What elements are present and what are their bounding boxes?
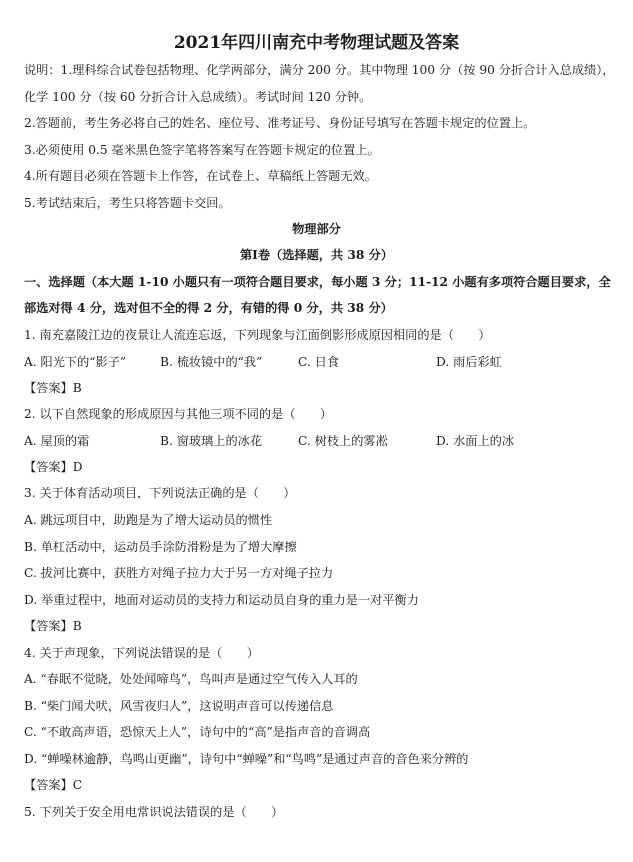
question-stem: 5. 下列关于安全用电常识说法错误的是（ ） (24, 805, 284, 819)
option: B. 窗玻璃上的冰花 (160, 434, 263, 448)
option: B. “柴门闻犬吠，风雪夜归人”，这说明声音可以传递信息 (24, 699, 334, 713)
option: D. “蝉噪林逾静，鸟鸣山更幽”，诗句中“蝉噪”和“鸟鸣”是通过声音的音色来分辨的 (24, 752, 469, 766)
option: C. “不敢高声语，恐惊天上人”，诗句中的“高”是指声音的音调高 (24, 725, 371, 739)
answer: 【答案】B (24, 381, 82, 395)
section-heading: 部选对得 4 分，选对但不全的得 2 分，有错的得 0 分，共 38 分） (24, 301, 393, 315)
option: A. “春眠不觉晓，处处闻啼鸟”，鸟叫声是通过空气传入人耳的 (24, 672, 358, 686)
note-line: 说明：1.理科综合试卷包括物理、化学两部分，满分 200 分。其中物理 100 分（按 90 分折合计入总成绩）， (24, 63, 615, 77)
option: D. 水面上的冰 (436, 434, 515, 448)
option: A. 屋顶的霜 (24, 434, 90, 448)
note-line: 4.所有题目必须在答题卡上作答，在试卷上、草稿纸上答题无效。 (24, 169, 377, 183)
answer: 【答案】D (24, 460, 83, 474)
question-stem: 3. 关于体育活动项目，下列说法正确的是（ ） (24, 486, 296, 500)
option: C. 日食 (298, 355, 340, 369)
option: A. 阳光下的“影子” (24, 355, 127, 369)
note-line: 5.考试结束后，考生只将答题卡交回。 (24, 196, 231, 210)
note-line: 化学 100 分（按 60 分折合计入总成绩）。考试时间 120 分钟。 (24, 90, 372, 104)
question-stem: 2. 以下自然现象的形成原因与其他三项不同的是（ ） (24, 407, 333, 421)
option: A. 跳远项目中，助跑是为了增大运动员的惯性 (24, 513, 273, 527)
part-title: 物理部分 (292, 222, 341, 236)
question-stem: 1. 南充嘉陵江边的夜景让人流连忘返，下列现象与江面倒影形成原因相同的是（ ） (24, 328, 491, 342)
answer: 【答案】C (24, 778, 83, 792)
question-stem: 4. 关于声现象，下列说法错误的是（ ） (24, 646, 259, 660)
option: C. 树枝上的雾凇 (298, 434, 388, 448)
option: D. 雨后彩虹 (436, 355, 502, 369)
option: D. 举重过程中，地面对运动员的支持力和运动员自身的重力是一对平衡力 (24, 593, 419, 607)
option: C. 拔河比赛中，获胜方对绳子拉力大于另一方对绳子拉力 (24, 566, 334, 580)
note-line: 3.必须使用 0.5 毫米黑色签字笔将答案写在答题卡规定的位置上。 (24, 143, 380, 157)
option: B. 单杠活动中，运动员手涂防滑粉是为了增大摩擦 (24, 540, 297, 554)
section-heading: 一、选择题（本大题 1-10 小题只有一项符合题目要求，每小题 3 分；11-12 小题有多项符合题目要求，全 (24, 275, 611, 289)
volume-title: 第Ⅰ卷（选择题，共 38 分） (239, 248, 394, 262)
option: B. 梳妆镜中的“我” (160, 355, 263, 369)
note-line: 2.答题前，考生务必将自己的姓名、座位号、准考证号、身份证号填写在答题卡规定的位置上。 (24, 116, 536, 130)
page-title: 2021年四川南充中考物理试题及答案 (173, 33, 460, 53)
answer: 【答案】B (24, 619, 82, 633)
